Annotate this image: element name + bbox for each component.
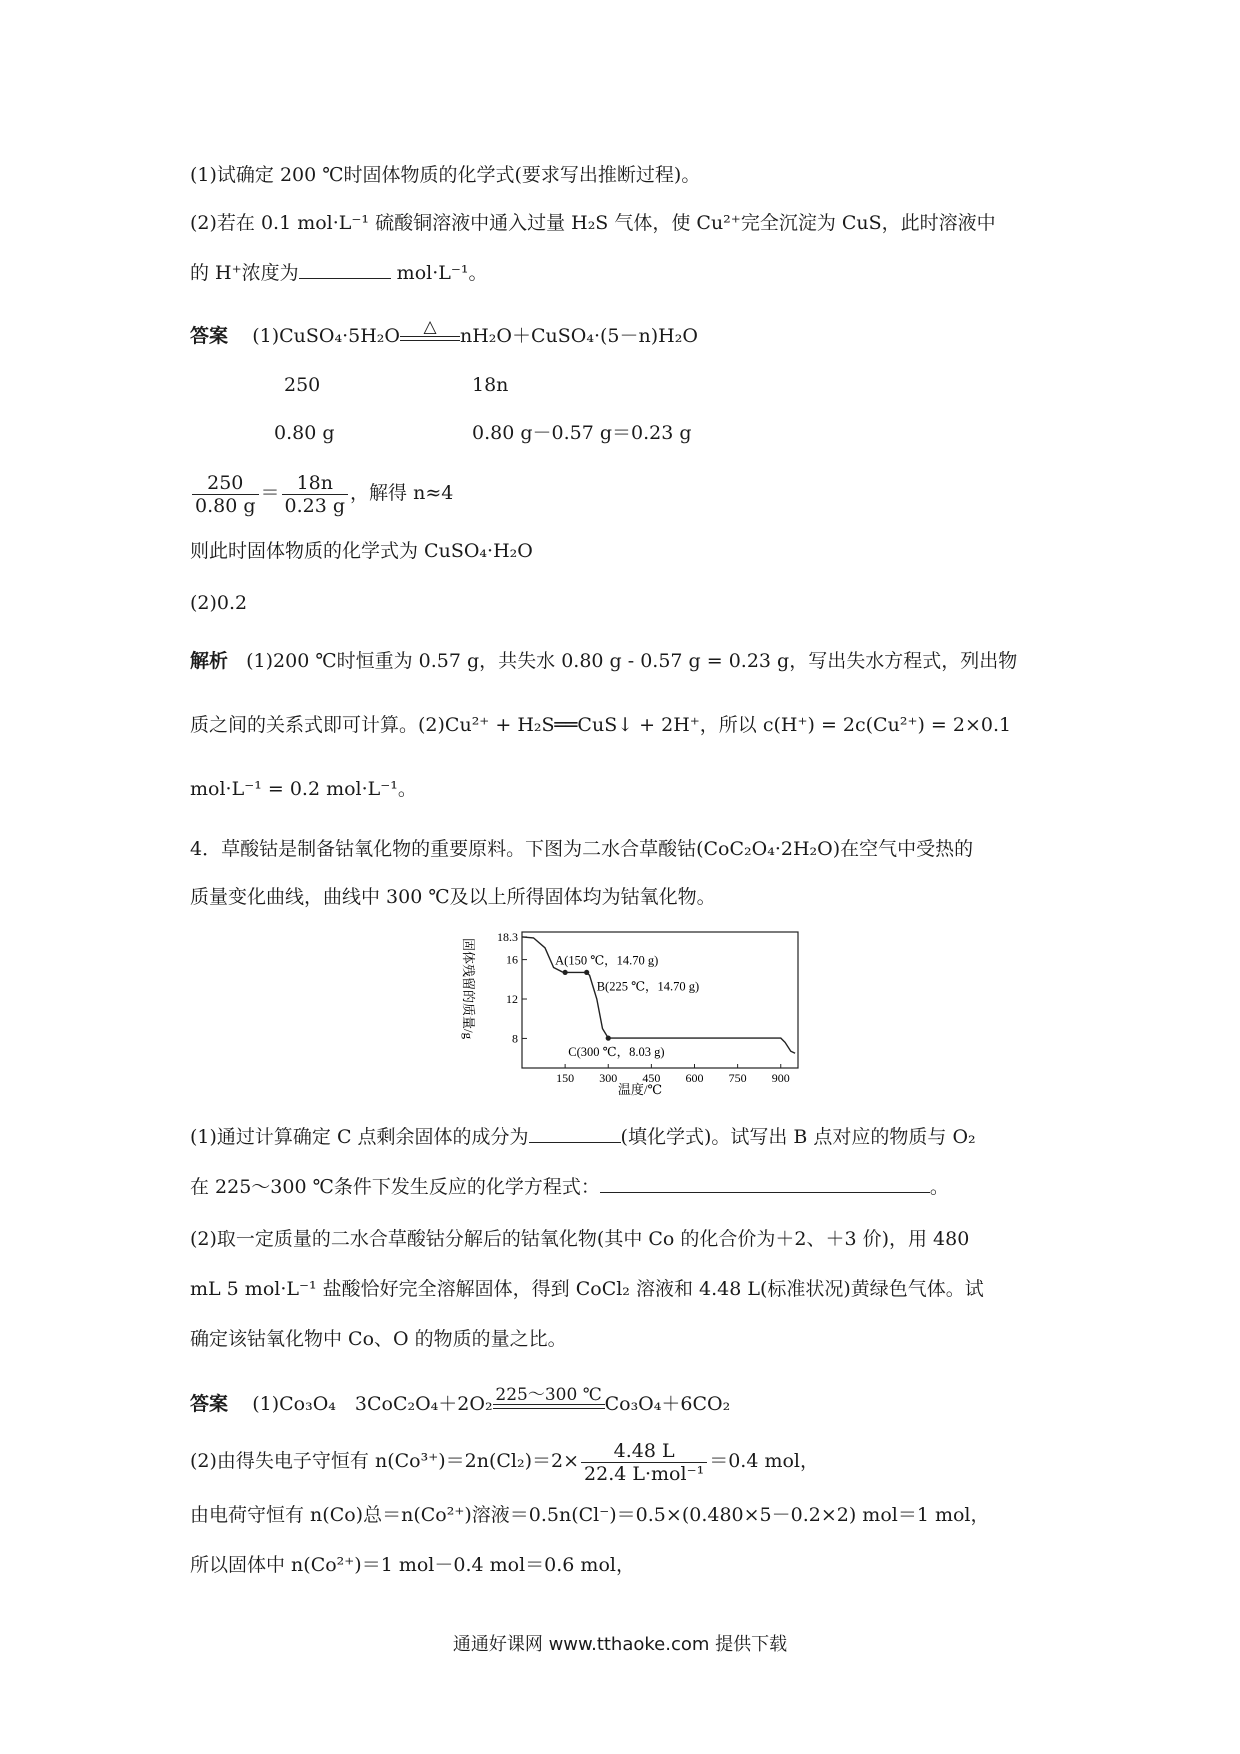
q4-answer1: 答案 (1)Co₃O₄ 3CoC₂O₄＋2O₂ 225～300 ℃ Co₃O₄＋6CO₂: [190, 1385, 731, 1415]
q4-part1-line2: 在 225～300 ℃条件下发生反应的化学方程式： 。: [190, 1172, 949, 1200]
q4-answer3: 由电荷守恒有 n(Co)总＝n(Co²⁺)溶液＝0.5n(Cl⁻)＝0.5×(0.480×5－0.2×2) mol＝1 mol，: [190, 1504, 990, 1526]
equation-condition: [400, 318, 460, 349]
answer-blank: [299, 258, 391, 279]
x-tick-label: 150: [556, 1071, 575, 1085]
q3-row1-left: 250: [284, 374, 321, 396]
key-point-label: C(300 ℃，8.03 g): [568, 1045, 665, 1060]
x-tick-label: 450: [642, 1071, 661, 1085]
y-axis-label: 固体残留的质量/g: [461, 938, 476, 1040]
q4-part2-line1: (2)取一定质量的二水合草酸钴分解后的钴氧化物(其中 Co 的化合价为＋2、＋3 价)，用 480: [190, 1228, 970, 1250]
q3-conclusion: 则此时固体物质的化学式为 CuSO₄·H₂O: [190, 540, 533, 562]
q3-answer2: (2)0.2: [190, 592, 248, 614]
q3-fraction-line: $\frac{250}{0.80 g}$ ＝ $\frac{18n}{0.23 g}$ ，解得 n≈4: [190, 468, 453, 518]
y-tick-label: 12: [506, 992, 518, 1007]
answer-label: 答案: [190, 1393, 229, 1415]
key-points: [555, 953, 699, 1059]
answer-blank: [600, 1172, 930, 1193]
reaction-condition: 225～300 ℃: [493, 1386, 605, 1417]
y-tick-label: 8: [512, 1031, 518, 1046]
key-point-marker: [584, 970, 589, 975]
analysis-label: 解析: [190, 650, 229, 672]
key-point-marker: [563, 970, 568, 975]
fraction-cl2: $\frac{4.48 L}{\text{22.4 L·mol⁻¹}}$: [581, 1440, 707, 1485]
heat-symbol: △: [423, 317, 437, 337]
fraction-1: $\frac{250}{0.80 g}$: [192, 472, 259, 517]
answer-blank: [529, 1122, 621, 1143]
q3-row2-right: 0.80 g－0.57 g＝0.23 g: [472, 422, 692, 444]
q3-row2-left: 0.80 g: [274, 422, 335, 444]
fraction-2: $\frac{18n}{0.23 g}$: [282, 472, 349, 517]
x-axis-label: 温度/℃: [617, 1082, 663, 1096]
q3-answer-equation: [190, 318, 698, 349]
y-tick-label: 16: [506, 952, 518, 967]
q3-part1: (1)试确定 200 ℃时固体物质的化学式(要求写出推断过程)。: [190, 164, 701, 186]
mass-temperature-chart: [450, 926, 810, 1096]
q4-answer2: (2)由得失电子守恒有 n(Co³⁺)＝2n(Cl₂)＝2× $\frac{4.48 L}{\text{22.4 L·mol⁻¹}}$ ＝0.4 mol，: [190, 1439, 820, 1485]
key-point-label: B(225 ℃，14.70 g): [596, 979, 700, 994]
q4-part1-line1: (1)通过计算确定 C 点剩余固体的成分为 (填化学式)。试写出 B 点对应的物质与 O₂: [190, 1122, 976, 1150]
q3-part2-line2: [190, 258, 488, 286]
x-tick-label: 600: [685, 1071, 704, 1085]
answer-label: 答案: [190, 325, 229, 347]
q3-part2-prefix: 的 H⁺浓度为: [190, 262, 299, 284]
q3-row1-right: 18n: [472, 374, 509, 396]
x-tick-label: 900: [771, 1071, 790, 1085]
q3-analysis-line2: 质之间的关系式即可计算。(2)Cu²⁺ + H₂S══CuS↓ + 2H⁺，所以 c(H⁺) = 2c(Cu²⁺) = 2×0.1: [190, 714, 1012, 736]
q4-part2-line3: 确定该钴氧化物中 Co、O 的物质的量之比。: [190, 1328, 567, 1350]
key-point-label: A(150 ℃，14.70 g): [555, 953, 659, 968]
y-tick-label: 18.3: [497, 929, 518, 944]
x-ticks: [556, 1064, 790, 1085]
q4-intro-line1: 4．草酸钴是制备钴氧化物的重要原料。下图为二水合草酸钴(CoC₂O₄·2H₂O)在空气中受热的: [190, 838, 974, 860]
q4-part2-line2: mL 5 mol·L⁻¹ 盐酸恰好完全溶解固体，得到 CoCl₂ 溶液和 4.48 L(标准状况)黄绿色气体。试: [190, 1278, 984, 1300]
fraction-result: ，解得 n≈4: [350, 482, 454, 504]
equation-right: nH₂O＋CuSO₄·(5－n)H₂O: [459, 325, 698, 347]
q3-part2-suffix: mol·L⁻¹。: [390, 262, 488, 284]
q4-intro-line2: 质量变化曲线，曲线中 300 ℃及以上所得固体均为钴氧化物。: [190, 886, 716, 908]
x-tick-label: 750: [728, 1071, 747, 1085]
equation-left: (1)CuSO₄·5H₂O: [252, 325, 400, 347]
key-point-marker: [606, 1036, 611, 1041]
q3-analysis-line1: 解析 (1)200 ℃时恒重为 0.57 g，共失水 0.80 g - 0.57 g = 0.23 g，写出失水方程式，列出物: [190, 650, 1018, 672]
footer-credit: 通通好课网 www.tthaoke.com 提供下载: [452, 1634, 788, 1655]
q3-part2-line1: (2)若在 0.1 mol·L⁻¹ 硫酸铜溶液中通入过量 H₂S 气体，使 Cu²⁺完全沉淀为 CuS，此时溶液中: [190, 212, 996, 234]
q4-answer4: 所以固体中 n(Co²⁺)＝1 mol－0.4 mol＝0.6 mol，: [190, 1554, 635, 1576]
q3-analysis-line3: mol·L⁻¹ = 0.2 mol·L⁻¹。: [190, 778, 417, 800]
x-tick-label: 300: [599, 1071, 618, 1085]
